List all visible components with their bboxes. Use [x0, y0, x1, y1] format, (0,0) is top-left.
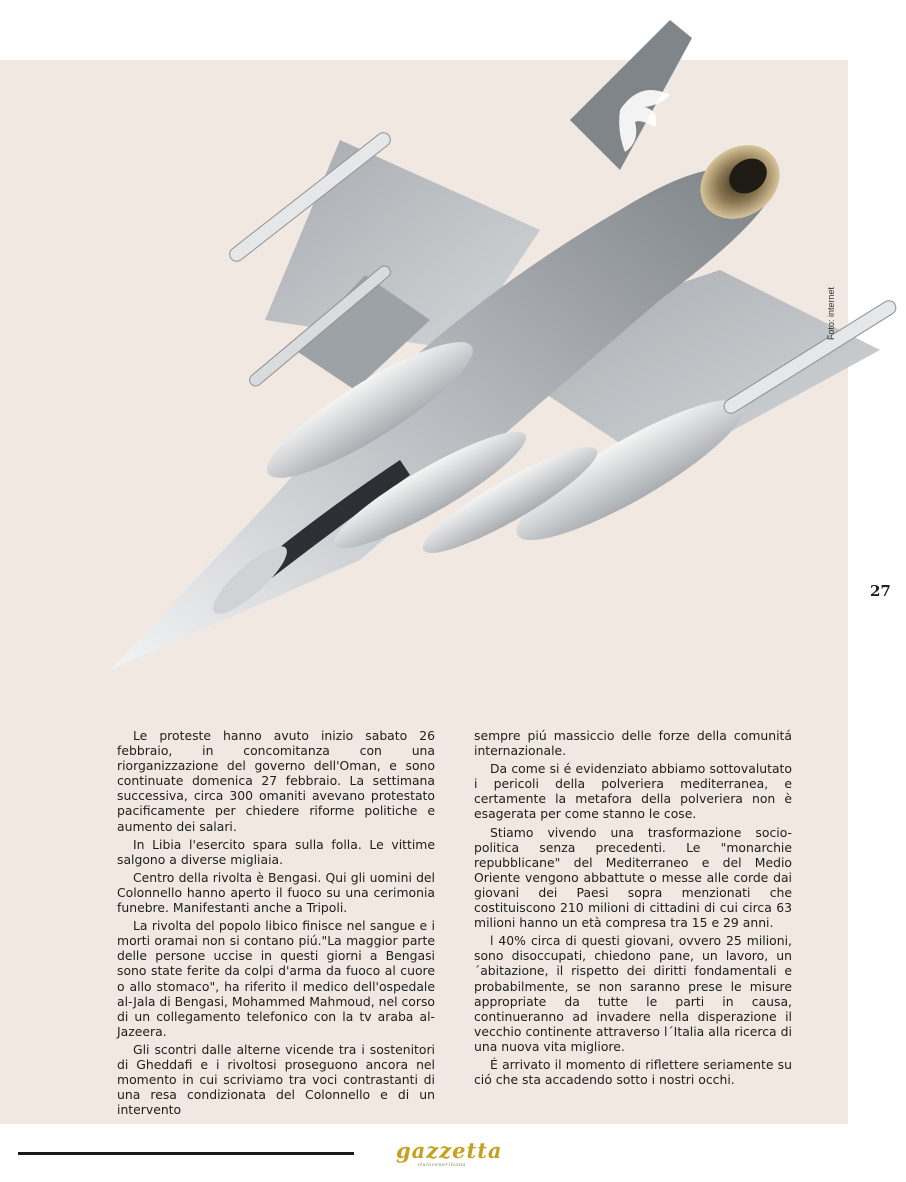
page-number: 27 [870, 582, 891, 600]
paragraph-continuation: sempre piú massiccio delle forze della comunitá internazionale. [474, 728, 792, 759]
gazzetta-logo [396, 1138, 510, 1170]
article-column-right [474, 728, 792, 1090]
paragraph: La rivolta del popolo libico finisce nel sangue e i morti oramai non si contano piú."La maggior parte delle persone uccise in questi giorni a Bengasi sono state ferite da colpi d'arma da fuoco al cuore o allo stomaco", ha riferito il medico dell'ospedale al-Jala di Bengasi, Mohammed Mahmoud, nel corso di un collegamento telefonico con la tv araba al-Jazeera. [117, 918, 435, 1039]
paragraph: In Libia l'esercito spara sulla folla. Le vittime salgono a diverse migliaia. [117, 836, 435, 867]
paragraph: Da come si é evidenziato abbiamo sottovalutato i pericoli della polveriera mediterranea, e certamente la metafora della polveriera non è esagerata per come stanno le cose. [474, 761, 792, 822]
footer-rule [18, 1152, 354, 1155]
fighter-jet-photo [100, 20, 900, 680]
paragraph: É arrivato il momento di riflettere seriamente su ció che sta accadendo sotto i nostri occhi. [474, 1056, 792, 1088]
paragraph: Stiamo vivendo una trasformazione socio-politica senza precedenti. Le "monarchie repubblicane" del Mediterraneo e del Medio Oriente vengono abbattute o messe alle corde dai giovani dei Paesi sopra menzionati che costituiscono 210 milioni di cittadini di cui circa 63 milioni hanno un età compresa tra 15 e 29 anni. [474, 824, 792, 931]
tail-fin [570, 20, 692, 170]
paragraph: Le proteste hanno avuto inizio sabato 26 febbraio, in concomitanza con una riorganizzazione del governo dell'Oman, e sono continuate domenica 27 febbraio. La settimana successiva, circa 300 omaniti avevano protestato pacificamente per chiedere riforme politiche e aumento dei salari. [117, 728, 435, 834]
paragraph: l 40% circa di questi giovani, ovvero 25 milioni, sono disoccupati, chiedono pane, un lavoro, un´abitazione, il rispetto dei diritti fondamentali e probabilmente, se non saranno prese le misure appropriate da tutte le parti in causa, continueranno ad invadere nella disperazione il vecchio continente attraverso l´Italia alla ricerca di una nuova vita migliore. [474, 933, 792, 1054]
paragraph: Centro della rivolta è Bengasi. Qui gli uomini del Colonnello hanno aperto il fuoco su una cerimonia funebre. Manifestanti anche a Tripoli. [117, 869, 435, 916]
article-column-left [117, 728, 435, 1120]
logo-subtitle: italoceneritiana [418, 1162, 466, 1168]
paragraph: Gli scontri dalle alterne vicende tra i sostenitori di Gheddafi e i rivoltosi proseguono ancora nel momento in cui scriviamo tra voci contrastanti di una resa condizionata del Colonnello e di un intervento [117, 1041, 435, 1118]
photo-credit: Foto: internet [826, 286, 836, 340]
logo-text: gazzetta [396, 1138, 503, 1163]
